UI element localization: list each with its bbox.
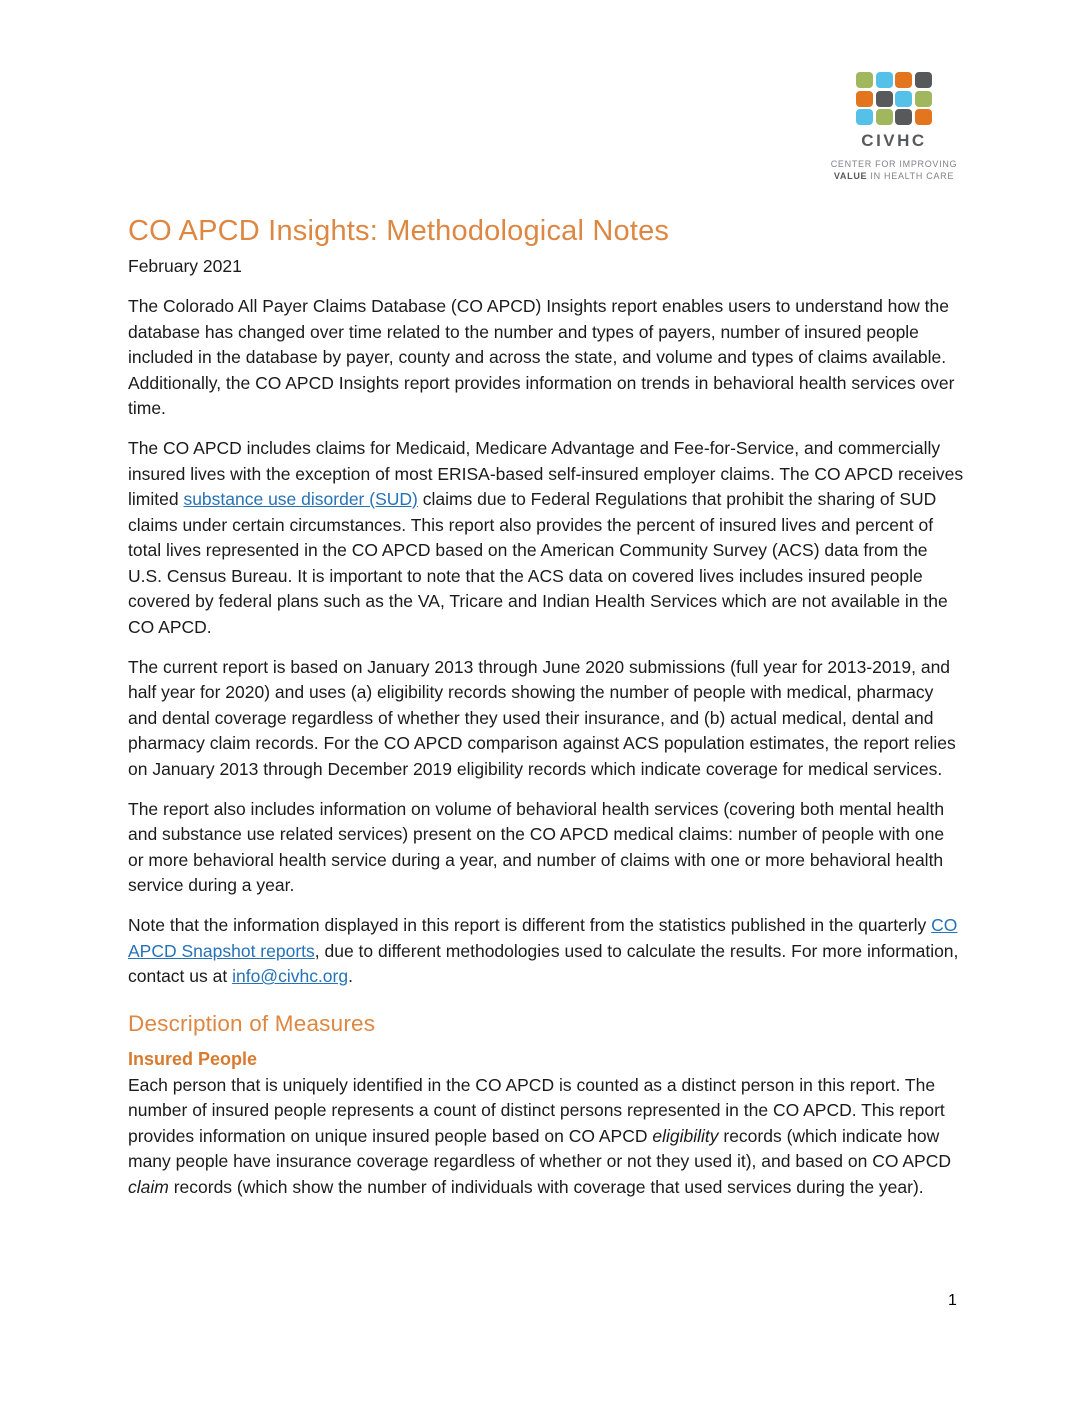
paragraph-overview: The Colorado All Payer Claims Database (CO APCD) Insights report enables users to understand how the database has changed over time related to the number and types of payers, number of insured people included in the database by payer, county and across the state, and volume and types of claims available. Additionally, the CO APCD Insights report provides information on trends in behavioral health services over time. (128, 296, 955, 418)
page-number: 1 (948, 1292, 957, 1309)
paragraph-insured-people (128, 1073, 964, 1201)
paragraph-included-claims (128, 436, 964, 640)
logo-tile (856, 109, 873, 125)
paragraph-text: . (348, 966, 353, 986)
logo-tile (915, 72, 932, 88)
document-content (128, 214, 964, 1215)
document-date: February 2021 (128, 256, 242, 276)
section-heading-description-of-measures: Description of Measures (128, 1010, 376, 1036)
civhc-logo (828, 72, 960, 182)
logo-tagline-line1: CENTER FOR IMPROVING (830, 159, 958, 169)
paragraph-text: Note that the information displayed in this report is different from the statistics published in the quarterly (128, 915, 932, 935)
paragraph-text: , due to different methodologies used to calculate the results. For more information, contact us at (128, 940, 959, 986)
logo-grid (855, 72, 933, 125)
logo-tile (895, 91, 912, 107)
paragraph-text: claims due to Federal Regulations that prohibit the sharing of SUD claims under certain circumstances. This report also provides the percent of insured lives and percent of total lives represented in the CO APCD based on the American Community Survey (ACS) data from the U.S. Census Bureau. It is important to note that the ACS data on covered lives includes insured people covered by federal plans such as the VA, Tricare and Indian Health Services which are not available in the CO APCD. (128, 489, 948, 637)
logo-tagline (828, 158, 960, 182)
paragraph-text: Each person that is uniquely identified in the CO APCD is counted as a distinct person in this report. The number of insured people represents a count of distinct persons represented in the CO APCD. This report provides information on unique insured people based on CO APCD (128, 1074, 945, 1146)
logo-tile (895, 109, 912, 125)
italic-claim: claim (128, 1176, 169, 1197)
page-title: CO APCD Insights: Methodological Notes (128, 215, 670, 247)
logo-tile (876, 72, 893, 88)
logo-tile (876, 109, 893, 125)
sud-link[interactable]: substance use disorder (SUD) (183, 489, 418, 509)
logo-tagline-line2: IN HEALTH CARE (867, 171, 955, 181)
paragraph-text: The CO APCD includes claims for Medicaid, Medicare Advantage and Fee-for-Service, and commercially insured lives with the exception of most ERISA-based self-insured employer claims. The CO APCD receives limited (128, 438, 964, 509)
italic-eligibility: eligibility (652, 1125, 719, 1146)
logo-tile (856, 72, 873, 88)
logo-tile (876, 91, 893, 107)
subsection-heading-insured-people: Insured People (128, 1048, 258, 1069)
logo-tile (895, 72, 912, 88)
logo-tagline-value: VALUE (833, 171, 868, 181)
logo-tile (915, 91, 932, 107)
paragraph-report-basis: The current report is based on January 2013 through June 2020 submissions (full year for 2013-2019, and half year for 2020) and uses (a) eligibility records showing the number of people with medical, pharmacy and dental coverage regardless of whether they used their insurance, and (b) actual medical, dental and pharmacy claim records. For the CO APCD comparison against ACS population estimates, the report relies on January 2013 through December 2019 eligibility records which indicate coverage for medical services. (128, 656, 956, 779)
logo-wordmark: CIVHC (861, 131, 927, 150)
paragraph-behavioral-health: The report also includes information on volume of behavioral health services (covering both mental health and substance use related services) present on the CO APCD medical claims: number of people with one or more behavioral health service during a year, and number of claims with one or more behavioral health service during a year. (128, 798, 945, 895)
paragraph-text: records (which indicate how many people have insurance coverage regardless of whether or not they used it), and based on CO APCD (128, 1125, 951, 1171)
logo-tile (856, 91, 873, 107)
snapshot-reports-link[interactable]: CO APCD Snapshot reports (128, 915, 958, 961)
email-link[interactable]: info@civhc.org (232, 966, 349, 986)
paragraph-text: records (which show the number of individuals with coverage that used services during the year). (168, 1176, 924, 1197)
paragraph-note (128, 913, 964, 990)
logo-tile (915, 109, 932, 125)
